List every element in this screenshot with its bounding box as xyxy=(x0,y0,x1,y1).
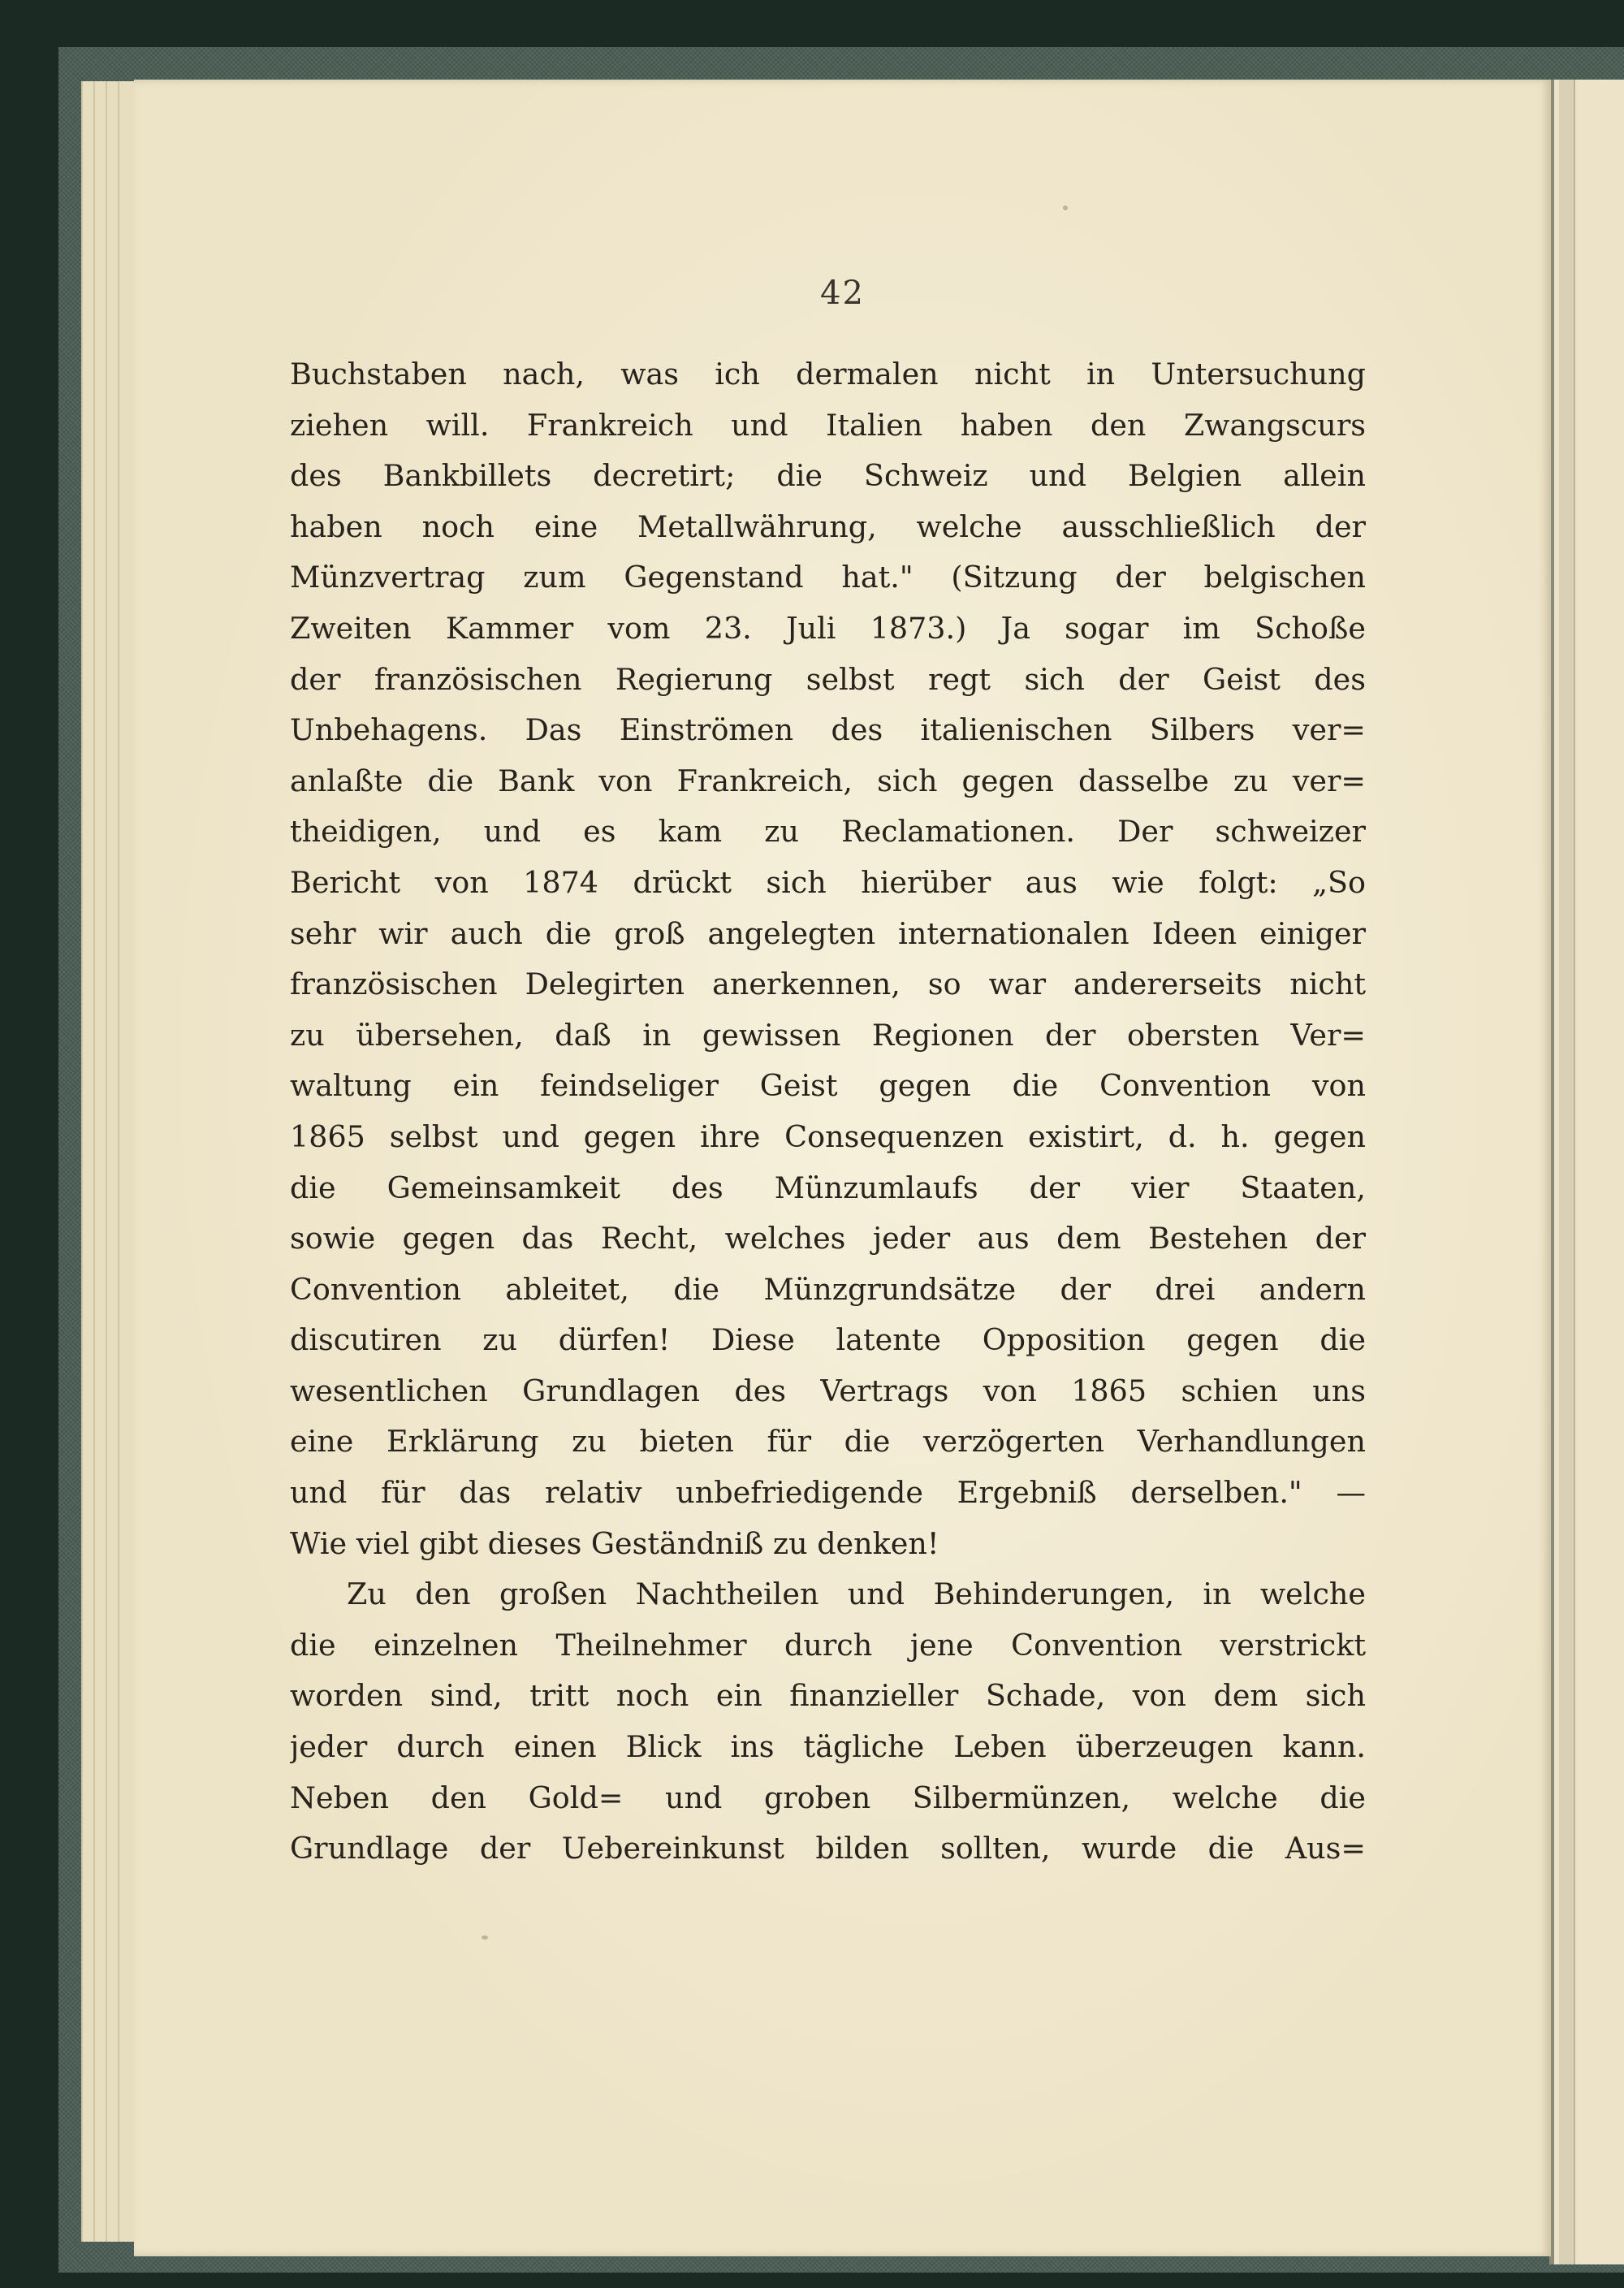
paper-speck xyxy=(1063,205,1068,210)
body-text xyxy=(290,349,1366,1875)
text-line: und für das relativ unbefriedigende Ergebniß derselben." — xyxy=(290,1475,1366,1511)
text-line: zu übersehen, daß in gewissen Regionen der obersten Ver= xyxy=(290,1017,1366,1053)
text-line: Bericht von 1874 drückt sich hierüber aus wie folgt: „So xyxy=(290,864,1366,900)
text-line: discutiren zu dürfen! Diese latente Opposition gegen die xyxy=(290,1322,1366,1358)
text-line: Convention ableitet, die Münzgrundsätze der drei andern xyxy=(290,1271,1366,1307)
text-line: jeder durch einen Blick ins tägliche Leben überzeugen kann. xyxy=(290,1729,1366,1765)
text-line: der französischen Regierung selbst regt sich der Geist des xyxy=(290,661,1366,697)
text-line: anlaßte die Bank von Frankreich, sich gegen dasselbe zu ver= xyxy=(290,763,1366,798)
paper-speck xyxy=(482,1936,488,1940)
text-line: haben noch eine Metallwährung, welche ausschließlich der xyxy=(290,508,1366,544)
text-line: Buchstaben nach, was ich dermalen nicht in Untersuchung xyxy=(290,357,1366,391)
text-line: Wie viel gibt dieses Geständniß zu denken! xyxy=(290,1525,939,1561)
text-line: Unbehagens. Das Einströmen des italienischen Silbers ver= xyxy=(290,712,1366,748)
right-page-gutter xyxy=(1559,80,1575,2264)
text-line: Zu den großen Nachtheilen und Behinderungen, in welche xyxy=(347,1577,1366,1612)
text-line: waltung ein feindseliger Geist gegen die Convention von xyxy=(290,1068,1366,1104)
text-line: ziehen will. Frankreich und Italien haben den Zwangscurs xyxy=(290,407,1366,443)
page-number: 42 xyxy=(820,275,865,312)
text-line: Münzvertrag zum Gegenstand hat." (Sitzung der belgischen xyxy=(290,560,1366,595)
text-line: 1865 selbst und gegen ihre Consequenzen existirt, d. h. gegen xyxy=(290,1118,1366,1154)
text-line: sehr wir auch die groß angelegten internationalen Ideen einiger xyxy=(290,915,1366,951)
text-line: französischen Delegirten anerkennen, so war andererseits nicht xyxy=(290,967,1366,1002)
text-line: die Gemeinsamkeit des Münzumlaufs der vier Staaten, xyxy=(290,1170,1366,1205)
text-line: Neben den Gold= und groben Silbermünzen, welche die xyxy=(290,1780,1366,1815)
text-line: Zweiten Kammer vom 23. Juli 1873.) Ja sogar im Schoße xyxy=(290,610,1366,646)
text-line: worden sind, tritt noch ein finanzieller Schade, von dem sich xyxy=(290,1678,1366,1714)
text-line: sowie gegen das Recht, welches jeder aus dem Bestehen der xyxy=(290,1221,1366,1256)
text-line: die einzelnen Theilnehmer durch jene Convention verstrickt xyxy=(290,1627,1366,1663)
text-line: Grundlage der Uebereinkunst bilden sollten, wurde die Aus= xyxy=(290,1831,1366,1866)
text-line: des Bankbillets decretirt; die Schweiz und Belgien allein xyxy=(290,458,1366,494)
text-line: wesentlichen Grundlagen des Vertrags von 1865 schien uns xyxy=(290,1373,1366,1408)
text-line: theidigen, und es kam zu Reclamationen. Der schweizer xyxy=(290,814,1366,850)
text-line: eine Erklärung zu bieten für die verzögerten Verhandlungen xyxy=(290,1424,1366,1460)
